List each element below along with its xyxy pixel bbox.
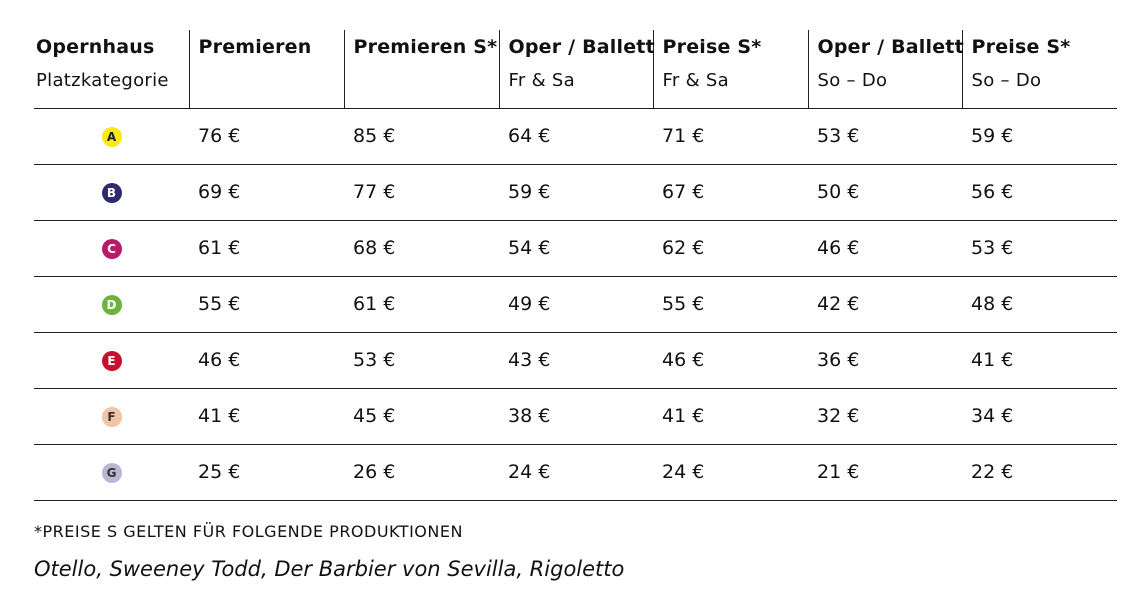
- category-cell: [34, 220, 189, 276]
- price-cell: 62 €: [653, 220, 808, 276]
- price-cell: 43 €: [499, 332, 653, 388]
- price-cell: 32 €: [808, 388, 962, 444]
- category-badge: D: [102, 295, 122, 315]
- price-cell: 24 €: [499, 444, 653, 500]
- price-cell: 45 €: [344, 388, 499, 444]
- price-cell: 55 €: [189, 276, 344, 332]
- price-cell: 41 €: [962, 332, 1117, 388]
- table-row: [34, 220, 1117, 276]
- header-oper-ballett-so-do: Oper / Ballett So – Do: [808, 30, 962, 108]
- price-cell: 48 €: [962, 276, 1117, 332]
- table-row: [34, 276, 1117, 332]
- header-oper-ballett-fr-sa: Oper / Ballett Fr & Sa: [499, 30, 653, 108]
- price-cell: 54 €: [499, 220, 653, 276]
- category-badge: C: [102, 239, 122, 259]
- price-cell: 22 €: [962, 444, 1117, 500]
- header-preise-s-so-do: Preise S* So – Do: [962, 30, 1117, 108]
- price-cell: 24 €: [653, 444, 808, 500]
- category-badge: B: [102, 183, 122, 203]
- table-row: [34, 108, 1117, 164]
- price-cell: 41 €: [653, 388, 808, 444]
- price-cell: 56 €: [962, 164, 1117, 220]
- category-cell: [34, 108, 189, 164]
- category-badge: F: [102, 407, 122, 427]
- price-cell: 53 €: [962, 220, 1117, 276]
- price-cell: 53 €: [808, 108, 962, 164]
- price-cell: 76 €: [189, 108, 344, 164]
- price-cell: 46 €: [189, 332, 344, 388]
- price-table: [34, 30, 1117, 501]
- price-cell: 34 €: [962, 388, 1117, 444]
- price-cell: 67 €: [653, 164, 808, 220]
- category-cell: [34, 388, 189, 444]
- header-row: [34, 30, 1117, 108]
- price-cell: 64 €: [499, 108, 653, 164]
- price-cell: 53 €: [344, 332, 499, 388]
- price-cell: 50 €: [808, 164, 962, 220]
- category-badge: G: [102, 463, 122, 483]
- footnote-label: *PREISE S GELTEN FÜR FOLGENDE PRODUKTIONEN: [34, 522, 463, 541]
- header-premieren: Premieren: [189, 30, 344, 108]
- category-cell: [34, 444, 189, 500]
- price-cell: 41 €: [189, 388, 344, 444]
- price-cell: 38 €: [499, 388, 653, 444]
- price-cell: 59 €: [962, 108, 1117, 164]
- price-cell: 21 €: [808, 444, 962, 500]
- price-cell: 25 €: [189, 444, 344, 500]
- category-cell: [34, 276, 189, 332]
- price-cell: 71 €: [653, 108, 808, 164]
- price-cell: 49 €: [499, 276, 653, 332]
- price-cell: 59 €: [499, 164, 653, 220]
- price-cell: 26 €: [344, 444, 499, 500]
- price-cell: 85 €: [344, 108, 499, 164]
- header-preise-s-fr-sa: Preise S* Fr & Sa: [653, 30, 808, 108]
- price-cell: 55 €: [653, 276, 808, 332]
- price-cell: 61 €: [189, 220, 344, 276]
- price-cell: 69 €: [189, 164, 344, 220]
- price-cell: 36 €: [808, 332, 962, 388]
- category-cell: [34, 332, 189, 388]
- price-cell: 77 €: [344, 164, 499, 220]
- price-cell: 61 €: [344, 276, 499, 332]
- table-row: [34, 164, 1117, 220]
- table-row: [34, 388, 1117, 444]
- price-cell: 46 €: [653, 332, 808, 388]
- header-premieren-s: Premieren S*: [344, 30, 499, 108]
- price-cell: 46 €: [808, 220, 962, 276]
- price-cell: 42 €: [808, 276, 962, 332]
- table-row: [34, 444, 1117, 500]
- category-badge: A: [102, 127, 122, 147]
- header-opernhaus: Opernhaus Platzkategorie: [34, 30, 189, 108]
- category-badge: E: [102, 351, 122, 371]
- price-cell: 68 €: [344, 220, 499, 276]
- category-cell: [34, 164, 189, 220]
- price-rows: [34, 108, 1117, 500]
- table-row: [34, 332, 1117, 388]
- footnote-productions: Otello, Sweeney Todd, Der Barbier von Sevilla, Rigoletto: [34, 557, 625, 581]
